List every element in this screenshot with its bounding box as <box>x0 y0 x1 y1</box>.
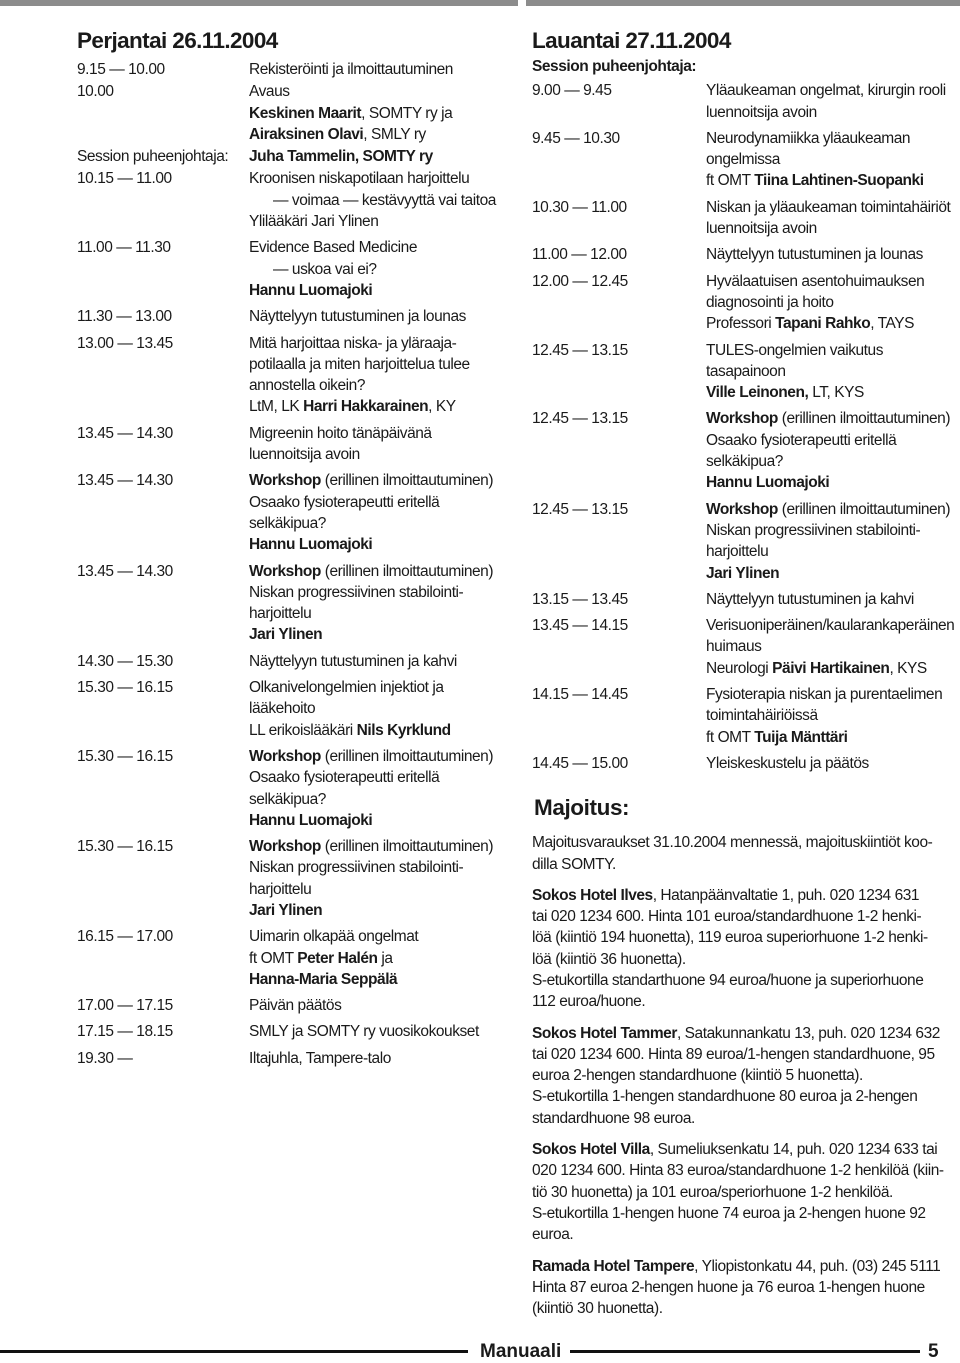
time-slot: 13.45 — 14.15 <box>532 617 628 635</box>
paragraph-line: Hinta 87 euroa 2-hengen huone ja 76 euroa 1-hengen huone <box>532 1278 925 1296</box>
session-title: Verisuoniperäinen/kaularankaperäinen <box>706 617 955 635</box>
speaker-title: LL erikoislääkäri <box>249 721 357 739</box>
program-row <box>77 746 517 831</box>
page-footer <box>0 1340 960 1363</box>
session-title: Osaako fysioterapeutti eritellä <box>249 493 440 511</box>
time-slot: 12.45 — 13.15 <box>532 410 628 428</box>
accommodation-intro <box>532 832 960 875</box>
speaker-name: Nils Kyrklund <box>356 721 451 739</box>
session-title: harjoittelu <box>249 880 312 898</box>
session-title: Rekisteröinti ja ilmoittautuminen <box>249 61 453 78</box>
program-row <box>77 168 517 232</box>
session-title: Fysioterapia niskan ja purentaelimen <box>706 686 943 704</box>
program-row <box>532 128 960 192</box>
session-title: huimaus <box>706 638 762 656</box>
speaker-affiliation: , SOMTY ry ja <box>361 104 453 122</box>
speaker-name: Harri Hakkarainen <box>303 398 429 416</box>
speaker-name: Hannu Luomajoki <box>706 474 830 492</box>
program-row <box>77 333 517 418</box>
speaker-affiliation: , TAYS <box>870 315 915 333</box>
program-row <box>532 684 960 748</box>
paragraph-line: tai 020 1234 600. Hinta 89 euroa/1-hengen standardhuone, 95 <box>532 1045 935 1063</box>
accommodation-heading: Majoitus: <box>534 795 630 821</box>
speaker-title: ft OMT <box>706 172 755 190</box>
session-title: ongelmissa <box>706 151 780 169</box>
paragraph-line: euroa. <box>532 1226 574 1244</box>
time-slot: 11.00 — 12.00 <box>532 246 627 264</box>
speaker-name: Keskinen Maarit <box>249 104 362 122</box>
speaker-name: Hannu Luomajoki <box>249 536 373 554</box>
hotel-details: , Hatanpäänvaltatie 1, puh. 020 1234 631 <box>652 886 920 904</box>
session-title: Avaus <box>249 83 290 101</box>
workshop-label: Workshop <box>249 838 321 856</box>
speaker-name: Jari Ylinen <box>249 901 323 919</box>
speaker-name: Jari Ylinen <box>249 626 323 644</box>
time-slot: 13.45 — 14.30 <box>77 424 173 442</box>
program-row <box>532 340 960 404</box>
chair-label: Session puheenjohtaja: <box>532 58 697 75</box>
hotel-details: , Sumeliuksenkatu 14, puh. 020 1234 633 tai <box>649 1141 938 1159</box>
speaker-name: Peter Halén <box>297 949 378 967</box>
session-title: Iltajuhla, Tampere-talo <box>249 1049 391 1067</box>
speaker-conjunction: ja <box>377 949 393 967</box>
hotel-name: Sokos Hotel Villa <box>532 1141 650 1159</box>
workshop-label: Workshop <box>249 562 321 580</box>
workshop-note: (erillinen ilmoittautuminen) <box>777 500 951 518</box>
hotel-name: Ramada Hotel Tampere <box>532 1257 695 1275</box>
session-title: TULES-ongelmien vaikutus <box>706 341 884 359</box>
session-title: Näyttelyyn tutustuminen ja lounas <box>706 246 923 264</box>
speaker-name: Tuija Mänttäri <box>754 728 848 746</box>
speaker: Ylilääkäri Jari Ylinen <box>249 213 379 231</box>
paragraph-line: Majoitusvaraukset 31.10.2004 mennessä, majoituskiintiöt koo- <box>532 834 933 852</box>
hotel-name: Sokos Hotel Ilves <box>532 886 653 904</box>
time-slot: 14.15 — 14.45 <box>532 686 628 704</box>
speaker-name: Hannu Luomajoki <box>249 811 373 829</box>
speaker-title: LtM, LK <box>249 398 304 416</box>
workshop-label: Workshop <box>249 747 321 765</box>
session-title: Uimarin olkapää ongelmat <box>249 928 419 946</box>
session-title: harjoittelu <box>249 605 312 623</box>
speaker-affiliation: , KYS <box>889 659 927 677</box>
workshop-note: (erillinen ilmoittautuminen) <box>320 747 494 765</box>
time-slot: 11.00 — 11.30 <box>77 239 171 257</box>
session-title: tasapainoon <box>706 362 786 380</box>
workshop-label: Workshop <box>706 500 778 518</box>
speaker: luennoitsija avoin <box>706 103 817 121</box>
session-subtitle: — uskoa vai ei? <box>273 260 377 278</box>
program-row <box>77 651 517 672</box>
program-row <box>77 1048 517 1069</box>
session-title: Osaako fysioterapeutti eritellä <box>706 431 897 449</box>
hotel-details: , Satakunnankatu 13, puh. 020 1234 632 <box>676 1024 940 1042</box>
time-slot: 14.30 — 15.30 <box>77 652 173 670</box>
workshop-note: (erillinen ilmoittautuminen) <box>320 838 494 856</box>
speaker: luennoitsija avoin <box>706 220 817 238</box>
program-row <box>77 237 517 301</box>
saturday-title: Lauantai 27.11.2004 <box>532 28 731 53</box>
speaker-name: Ville Leinonen, <box>706 384 809 402</box>
time-slot: 11.30 — 13.00 <box>77 308 172 326</box>
speaker-title: ft OMT <box>706 728 755 746</box>
time-slot: 9.45 — 10.30 <box>532 129 620 147</box>
program-row <box>532 589 960 610</box>
footer-rule <box>0 1350 468 1353</box>
session-subtitle: — voimaa — kestävyyttä vai taitoa <box>273 191 496 209</box>
workshop-note: (erillinen ilmoittautuminen) <box>320 562 494 580</box>
paragraph-line: dilla SOMTY. <box>532 855 616 873</box>
time-slot: 17.00 — 17.15 <box>77 997 173 1015</box>
speaker-name: Hanna-Maria Seppälä <box>249 970 398 988</box>
session-title: selkäkipua? <box>249 790 326 808</box>
session-title: Kroonisen niskapotilaan harjoittelu <box>249 170 470 188</box>
program-row <box>77 677 517 741</box>
session-title: Niskan progressiivinen stabilointi- <box>249 583 464 601</box>
session-title: Niskan progressiivinen stabilointi- <box>706 521 921 539</box>
program-row <box>77 836 517 921</box>
time-slot: 10.30 — 11.00 <box>532 198 627 216</box>
program-row <box>532 197 960 240</box>
program-row <box>77 470 517 555</box>
session-title: Olkanivelongelmien injektiot ja <box>249 679 444 697</box>
program-row <box>532 499 960 584</box>
paragraph-line: euroa 2-hengen standardhuone (kiintiö 5 huonetta). <box>532 1067 863 1085</box>
session-title: annostella oikein? <box>249 377 365 395</box>
hotel-entry <box>532 885 960 1013</box>
time-slot: 17.15 — 18.15 <box>77 1023 173 1041</box>
saturday-program <box>532 26 960 1329</box>
session-title: Yleiskeskustelu ja päätös <box>706 754 869 772</box>
time-slot: 13.00 — 13.45 <box>77 334 173 352</box>
time-slot: 13.15 — 13.45 <box>532 590 628 608</box>
speaker-name: Airaksinen Olavi <box>249 125 364 143</box>
time-slot: 16.15 — 17.00 <box>77 928 173 946</box>
hotel-name: Sokos Hotel Tammer <box>532 1024 677 1042</box>
session-title: selkäkipua? <box>706 453 783 471</box>
session-title: Päivän päätös <box>249 997 342 1015</box>
footer-label: Manuaali <box>480 1341 562 1362</box>
program-row <box>532 271 960 335</box>
program-row <box>532 244 960 265</box>
session-title: Neurodynamiikka yläaukeaman <box>706 129 911 147</box>
program-row <box>77 1021 517 1042</box>
program-row <box>77 306 517 327</box>
paragraph-line: (kiintiö 30 huonetta). <box>532 1300 663 1318</box>
workshop-note: (erillinen ilmoittautuminen) <box>320 472 494 490</box>
time-slot: 12.00 — 12.45 <box>532 272 628 290</box>
speaker-affiliation: , KY <box>428 398 456 416</box>
time-slot: 13.45 — 14.30 <box>77 562 173 580</box>
paragraph-line: S-etukortilla 1-hengen standardhuone 80 euroa ja 2-hengen <box>532 1088 918 1106</box>
program-row <box>77 59 517 80</box>
page-number: 5 <box>928 1341 939 1362</box>
speaker-title: Neurologi <box>706 659 773 677</box>
paragraph-line: 020 1234 600. Hinta 83 euroa/standardhuone 1-2 henkilöä (kiin- <box>532 1162 944 1180</box>
session-chair-row <box>77 146 517 167</box>
paragraph-line: löä (kiintiö 194 huonetta), 119 euroa superiorhuone 1-2 henki- <box>532 929 928 947</box>
paragraph-line: tiö 30 huonetta) ja 101 euroa/speriorhuone 1-2 henkilöä. <box>532 1183 893 1201</box>
session-title: Migreenin hoito tänäpäivänä <box>249 424 432 442</box>
paragraph-line: S-etukortilla standarthuone 94 euroa/huone ja superiorhuone <box>532 971 924 989</box>
hotel-entry <box>532 1256 960 1320</box>
time-slot: 9.15 — 10.00 <box>77 61 165 78</box>
speaker-affiliation: , SMLY ry <box>363 125 426 143</box>
speaker-name: Jari Ylinen <box>706 564 780 582</box>
session-title: Osaako fysioterapeutti eritellä <box>249 769 440 787</box>
top-rule <box>0 0 960 6</box>
session-title: Niskan ja yläaukeaman toimintahäiriöt <box>706 198 951 216</box>
speaker-affiliation: LT, KYS <box>808 384 864 402</box>
session-title: Näyttelyyn tutustuminen ja kahvi <box>249 652 457 670</box>
friday-program <box>77 26 517 1074</box>
paragraph-line: 112 euroa/huone. <box>532 993 646 1011</box>
session-title: Niskan progressiivinen stabilointi- <box>249 859 464 877</box>
paragraph-line: löä (kiintiö 36 huonetta). <box>532 950 686 968</box>
workshop-label: Workshop <box>249 472 321 490</box>
session-title: SMLY ja SOMTY ry vuosikokoukset <box>249 1023 479 1041</box>
speaker-name: Päivi Hartikainen <box>772 659 890 677</box>
program-row <box>77 423 517 466</box>
time-slot: 9.00 — 9.45 <box>532 82 612 100</box>
program-row <box>532 80 960 123</box>
session-title: Mitä harjoittaa niska- ja yläraaja- <box>249 334 457 352</box>
time-slot: 12.45 — 13.15 <box>532 500 628 518</box>
program-row <box>77 995 517 1016</box>
paragraph-line: S-etukortilla 1-hengen huone 74 euroa ja 2-hengen huone 92 <box>532 1204 926 1222</box>
workshop-note: (erillinen ilmoittautuminen) <box>777 410 951 428</box>
session-title: lääkehoito <box>249 700 316 718</box>
chair-name: Juha Tammelin, SOMTY ry <box>249 148 433 166</box>
speaker: luennoitsija avoin <box>249 446 360 464</box>
paragraph-line: standardhuone 98 euroa. <box>532 1109 695 1127</box>
hotel-entry <box>532 1139 960 1245</box>
program-row <box>532 408 960 493</box>
hotel-entry <box>532 1023 960 1129</box>
time-slot: 19.30 — <box>77 1049 133 1067</box>
speaker-title: Professori <box>706 315 776 333</box>
time-slot: 10.15 — 11.00 <box>77 170 172 188</box>
session-title: toimintahäiriöissä <box>706 707 818 725</box>
friday-title: Perjantai 26.11.2004 <box>77 28 278 53</box>
speaker-name: Tapani Rahko <box>775 315 871 333</box>
speaker-name: Tiina Lahtinen-Suopanki <box>754 172 924 190</box>
time-slot: 10.00 <box>77 83 114 101</box>
session-title: diagnosointi ja hoito <box>706 293 834 311</box>
program-row <box>77 561 517 646</box>
session-title: Näyttelyyn tutustuminen ja kahvi <box>706 590 914 608</box>
session-title: Evidence Based Medicine <box>249 239 418 257</box>
chair-label: Session puheenjohtaja: <box>77 148 229 166</box>
footer-rule <box>570 1350 920 1353</box>
time-slot: 15.30 — 16.15 <box>77 747 173 765</box>
time-slot: 15.30 — 16.15 <box>77 838 173 856</box>
session-title: potilaalla ja miten harjoittelua tulee <box>249 355 470 373</box>
time-slot: 13.45 — 14.30 <box>77 472 173 490</box>
time-slot: 14.45 — 15.00 <box>532 754 628 772</box>
speaker-title: ft OMT <box>249 949 298 967</box>
speaker-name: Hannu Luomajoki <box>249 281 373 299</box>
session-title: harjoittelu <box>706 543 769 561</box>
time-slot: 15.30 — 16.15 <box>77 679 173 697</box>
workshop-label: Workshop <box>706 410 778 428</box>
session-title: Yläaukeaman ongelmat, kirurgin rooli <box>706 82 946 100</box>
program-row <box>532 753 960 774</box>
paragraph-line: tai 020 1234 600. Hinta 101 euroa/standardhuone 1-2 henki- <box>532 908 922 926</box>
session-title: Hyvälaatuisen asentohuimauksen <box>706 272 925 290</box>
hotel-details: , Yliopistonkatu 44, puh. (03) 245 5111 <box>694 1257 941 1275</box>
session-title: Näyttelyyn tutustuminen ja lounas <box>249 308 466 326</box>
time-slot: 12.45 — 13.15 <box>532 341 628 359</box>
program-row <box>532 615 960 679</box>
program-row <box>77 926 517 990</box>
program-row <box>77 81 517 145</box>
session-title: selkäkipua? <box>249 514 326 532</box>
